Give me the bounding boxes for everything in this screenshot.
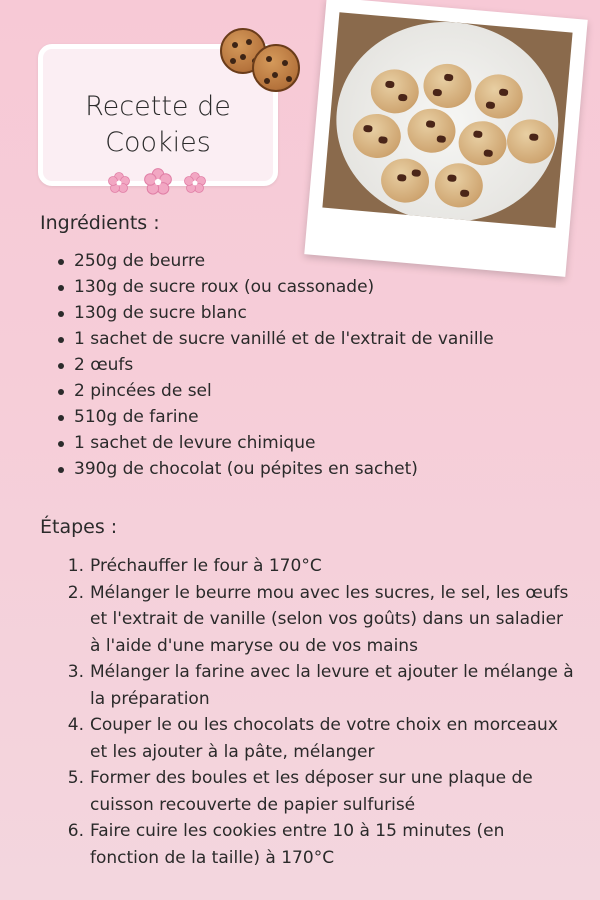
ingredient-item: 1 sachet de levure chimique bbox=[58, 430, 494, 456]
step-text: Couper le ou les chocolats de votre choix en morceaux et les ajouter à la pâte, mélanger bbox=[90, 715, 558, 762]
step-number: 3. bbox=[67, 662, 84, 682]
cookie-photo bbox=[322, 12, 572, 228]
title-line-2: Cookies bbox=[105, 127, 211, 158]
flower-icon bbox=[108, 172, 130, 194]
ingredient-item: 510g de farine bbox=[58, 404, 494, 430]
step-number: 5. bbox=[67, 768, 84, 788]
step-text: Former des boules et les déposer sur une plaque de cuisson recouverte de papier sulfurisé bbox=[90, 768, 533, 815]
page-title bbox=[43, 89, 273, 161]
step-item bbox=[58, 765, 578, 818]
ingredient-item: 390g de chocolat (ou pépites en sachet) bbox=[58, 456, 494, 482]
ingredient-item: 130g de sucre blanc bbox=[58, 300, 494, 326]
ingredients-list bbox=[58, 248, 494, 482]
cookie-icon bbox=[252, 44, 300, 92]
flower-icon bbox=[184, 172, 206, 194]
step-item bbox=[58, 818, 578, 871]
step-text: Mélanger le beurre mou avec les sucres, le sel, les œufs et l'extrait de vanille (selon vos goûts) dans un saladier à l'aide d'une maryse ou de vos mains bbox=[90, 582, 569, 656]
step-item bbox=[58, 580, 578, 660]
steps-list bbox=[58, 553, 578, 871]
step-number: 4. bbox=[67, 715, 84, 735]
step-item bbox=[58, 659, 578, 712]
step-item bbox=[58, 553, 578, 580]
ingredient-item: 130g de sucre roux (ou cassonade) bbox=[58, 274, 494, 300]
ingredient-item: 2 pincées de sel bbox=[58, 378, 494, 404]
flower-decoration bbox=[108, 168, 213, 198]
ingredient-item: 1 sachet de sucre vanillé et de l'extrait de vanille bbox=[58, 326, 494, 352]
step-text: Mélanger la farine avec la levure et ajouter le mélange à la préparation bbox=[90, 662, 574, 709]
title-line-1: Recette de bbox=[85, 91, 231, 122]
ingredients-heading: Ingrédients : bbox=[40, 212, 160, 234]
step-number: 2. bbox=[67, 582, 84, 603]
step-number: 1. bbox=[67, 556, 84, 576]
flower-icon bbox=[144, 168, 172, 196]
steps-heading: Étapes : bbox=[40, 516, 118, 538]
step-text: Faire cuire les cookies entre 10 à 15 minutes (en fonction de la taille) à 170°C bbox=[90, 821, 505, 868]
ingredient-item: 2 œufs bbox=[58, 352, 494, 378]
step-item bbox=[58, 712, 578, 765]
ingredient-item: 250g de beurre bbox=[58, 248, 494, 274]
step-text: Préchauffer le four à 170°C bbox=[90, 556, 322, 576]
polaroid-photo bbox=[304, 0, 587, 277]
step-number: 6. bbox=[67, 821, 84, 841]
